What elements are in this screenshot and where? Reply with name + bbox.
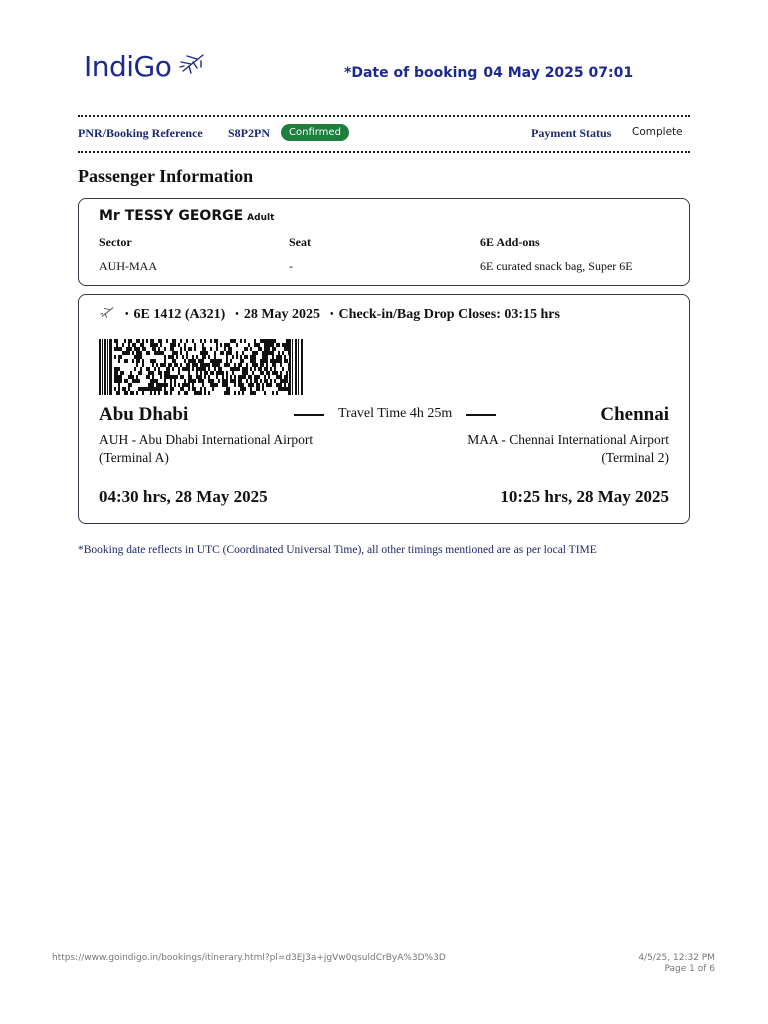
flight-number: 6E 1412 (A321) xyxy=(133,306,226,322)
origin-airport-block xyxy=(99,431,313,467)
barcode xyxy=(99,339,305,395)
footer-url[interactable]: https://www.goindigo.in/bookings/itinerary.html?pl=d3EJ3a+jgVw0qsuldCrByA%3D%3D xyxy=(52,953,446,963)
payment-status-label: Payment Status xyxy=(531,126,612,140)
destination-terminal: (Terminal 2) xyxy=(601,450,669,465)
sector-value: AUH-MAA xyxy=(99,259,157,273)
travel-time: Travel Time 4h 25m xyxy=(338,406,453,421)
bullet-icon: • xyxy=(125,309,129,320)
pnr-value: S8P2PN xyxy=(228,126,270,140)
origin-terminal: (Terminal A) xyxy=(99,450,169,465)
passenger-name: Mr TESSY GEORGE xyxy=(99,208,244,224)
utc-note: *Booking date reflects in UTC (Coordinated Universal Time), all other timings mentioned are as per local TIME xyxy=(78,544,597,556)
origin-airport: AUH - Abu Dhabi International Airport xyxy=(99,432,314,447)
footer-page-number: Page 1 of 6 xyxy=(664,964,715,974)
seat-value: - xyxy=(289,259,293,273)
flight-header xyxy=(99,305,560,324)
payment-status-value: Complete xyxy=(632,126,683,138)
checkin-closes: Check-in/Bag Drop Closes: 03:15 hrs xyxy=(338,306,560,322)
booking-date-label: *Date of booking xyxy=(344,65,478,81)
destination-city: Chennai xyxy=(600,404,669,425)
indigo-logo xyxy=(84,50,207,83)
passenger-type: Adult xyxy=(247,213,275,223)
travel-line-left xyxy=(294,414,324,416)
status-badge: Confirmed xyxy=(281,124,349,141)
booking-date-value: 04 May 2025 07:01 xyxy=(483,65,634,81)
sector-header: Sector xyxy=(99,235,132,249)
passenger-name-row xyxy=(99,208,274,224)
dotted-divider-top xyxy=(78,115,690,117)
departure-time: 04:30 hrs, 28 May 2025 xyxy=(99,487,268,506)
pnr-label: PNR/Booking Reference xyxy=(78,126,203,140)
bullet-icon: • xyxy=(330,309,334,320)
footer-timestamp: 4/5/25, 12:32 PM xyxy=(638,953,715,963)
bullet-icon: • xyxy=(235,309,239,320)
pnr-row xyxy=(78,124,690,144)
logo-text: IndiGo xyxy=(84,50,172,83)
section-title: Passenger Information xyxy=(78,166,254,186)
origin-city: Abu Dhabi xyxy=(99,404,189,425)
plane-icon xyxy=(99,305,115,324)
travel-line-right xyxy=(466,414,496,416)
destination-airport-block xyxy=(467,431,669,467)
passenger-card xyxy=(78,198,690,286)
booking-date xyxy=(344,65,633,81)
destination-airport: MAA - Chennai International Airport xyxy=(467,432,669,447)
footer-meta xyxy=(638,953,715,975)
addons-value: 6E curated snack bag, Super 6E xyxy=(480,259,633,273)
arrival-time: 10:25 hrs, 28 May 2025 xyxy=(500,487,669,506)
dotted-divider-bottom xyxy=(78,151,690,153)
flight-date: 28 May 2025 xyxy=(243,306,321,322)
flight-card xyxy=(78,294,690,524)
addons-header: 6E Add-ons xyxy=(480,235,540,249)
logo-plane-icon xyxy=(177,51,207,80)
seat-header: Seat xyxy=(289,235,311,249)
